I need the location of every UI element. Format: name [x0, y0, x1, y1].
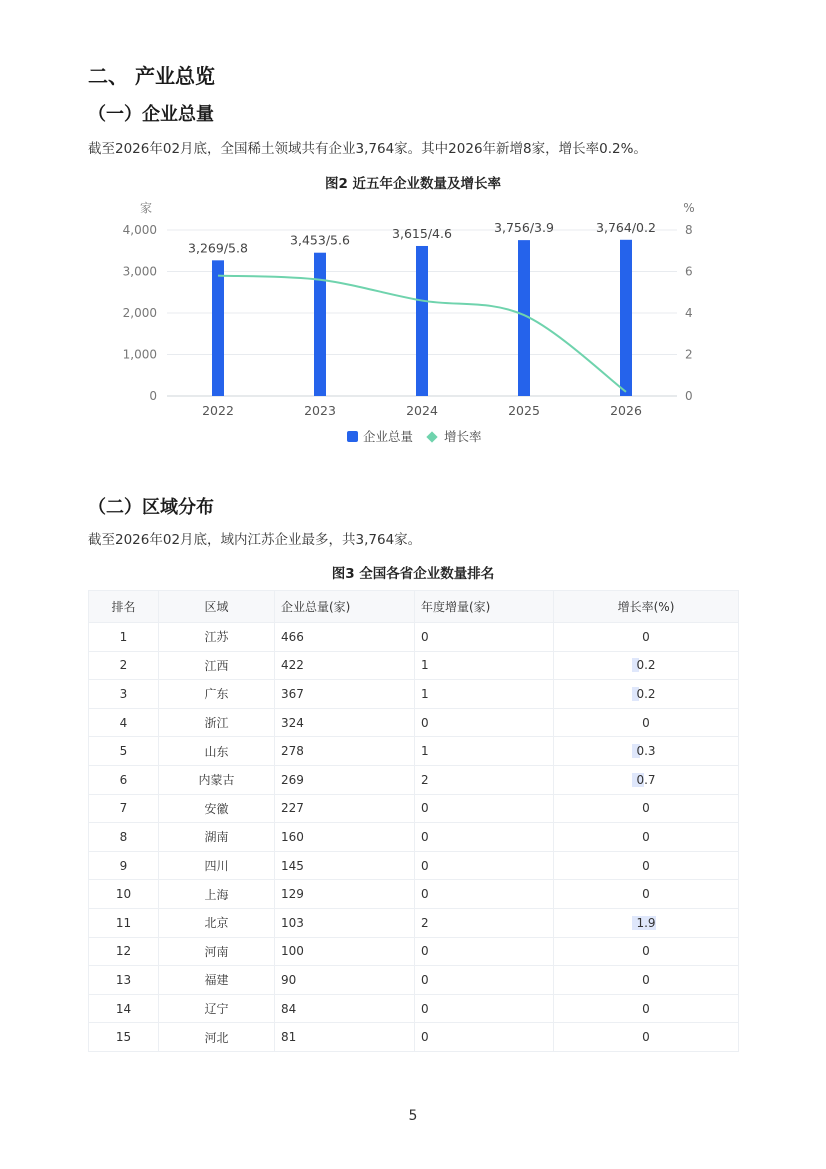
cell-region: 内蒙古 [159, 765, 275, 794]
cell-total: 103 [275, 908, 415, 937]
table-row [89, 765, 739, 794]
rate-value: 0 [642, 972, 650, 987]
cell-rate [554, 651, 739, 680]
data-label: 3,756/3.9 [494, 220, 554, 236]
region-summary-text: 截至2026年02月底，域内江苏企业最多，共3,764家。 [88, 532, 422, 548]
data-label: 3,269/5.8 [188, 240, 248, 256]
cell-rank: 1 [89, 623, 159, 652]
cell-rank: 9 [89, 851, 159, 880]
cell-increase: 1 [415, 680, 554, 709]
bar-2023 [314, 253, 326, 396]
data-label: 3,764/0.2 [596, 219, 656, 235]
cell-rate [554, 765, 739, 794]
cell-region: 福建 [159, 966, 275, 995]
cell-total: 466 [275, 623, 415, 652]
rate-value: 0 [642, 858, 650, 873]
header-total: 企业总量(家) [275, 591, 415, 623]
table-row [89, 823, 739, 852]
table-row [89, 851, 739, 880]
cell-rank: 15 [89, 1023, 159, 1052]
cell-rate [554, 908, 739, 937]
cell-rank: 13 [89, 966, 159, 995]
cell-increase: 1 [415, 651, 554, 680]
rate-value: 0 [642, 801, 650, 816]
cell-increase: 0 [415, 994, 554, 1023]
cell-region: 北京 [159, 908, 275, 937]
figure3-title: 图3 全国各省企业数量排名 [331, 566, 495, 582]
rate-value: 0 [642, 1001, 650, 1016]
cell-total: 278 [275, 737, 415, 766]
cell-rate [554, 851, 739, 880]
cell-total: 129 [275, 880, 415, 909]
header-rate: 增长率(%) [554, 591, 739, 623]
y-left-tick-label: 3,000 [122, 264, 157, 279]
cell-region: 浙江 [159, 708, 275, 737]
header-increase: 年度增量(家) [415, 591, 554, 623]
y-right-tick-label: 4 [685, 306, 693, 320]
x-tick-label: 2026 [610, 403, 642, 418]
cell-rate [554, 737, 739, 766]
cell-total: 367 [275, 680, 415, 709]
x-tick-label: 2022 [202, 403, 234, 418]
y-left-tick-label: 4,000 [122, 223, 157, 237]
table-row [89, 880, 739, 909]
company-count-growth-chart [100, 190, 720, 455]
cell-rate [554, 966, 739, 995]
cell-rank: 11 [89, 908, 159, 937]
cell-increase: 2 [415, 908, 554, 937]
cell-increase: 2 [415, 765, 554, 794]
x-tick-label: 2024 [406, 403, 438, 418]
rate-value: 0 [642, 715, 650, 730]
rate-value: 0.7 [636, 772, 656, 787]
rate-value: 0 [642, 887, 650, 902]
legend-bar-label: 企业总量 [363, 429, 414, 444]
legend-bar-swatch [347, 431, 358, 442]
cell-total: 324 [275, 708, 415, 737]
total-summary-text: 截至2026年02月底，全国稀土领域共有企业3,764家。其中2026年新增8家，增长率0.2%。 [88, 141, 647, 157]
cell-increase: 0 [415, 851, 554, 880]
table-row [89, 737, 739, 766]
legend-line-swatch [426, 431, 437, 442]
rate-value: 0 [642, 1030, 650, 1045]
cell-increase: 0 [415, 966, 554, 995]
cell-total: 145 [275, 851, 415, 880]
rate-value: 0 [642, 944, 650, 959]
table-header-row [89, 591, 739, 623]
cell-rate [554, 880, 739, 909]
table-row [89, 794, 739, 823]
cell-region: 山东 [159, 737, 275, 766]
header-rank: 排名 [89, 591, 159, 623]
table-row [89, 1023, 739, 1052]
rate-value: 0.2 [636, 686, 656, 701]
y-left-tick-label: 0 [149, 389, 157, 403]
cell-rate [554, 937, 739, 966]
cell-total: 90 [275, 966, 415, 995]
cell-increase: 0 [415, 1023, 554, 1052]
bar-2022 [212, 260, 224, 396]
cell-region: 河南 [159, 937, 275, 966]
cell-increase: 0 [415, 794, 554, 823]
cell-region: 上海 [159, 880, 275, 909]
y-right-unit: % [683, 201, 695, 215]
rate-value: 1.9 [636, 915, 656, 930]
cell-increase: 0 [415, 623, 554, 652]
cell-rate [554, 823, 739, 852]
y-left-tick-label: 1,000 [122, 347, 157, 362]
y-right-tick-label: 8 [685, 223, 693, 237]
y-left-unit: 家 [139, 201, 153, 215]
cell-region: 江苏 [159, 623, 275, 652]
cell-increase: 0 [415, 880, 554, 909]
cell-rank: 8 [89, 823, 159, 852]
table-row [89, 994, 739, 1023]
cell-rank: 2 [89, 651, 159, 680]
cell-total: 100 [275, 937, 415, 966]
table-row [89, 966, 739, 995]
legend-line-label: 增长率 [444, 429, 482, 444]
cell-rate [554, 623, 739, 652]
cell-region: 江西 [159, 651, 275, 680]
cell-rank: 3 [89, 680, 159, 709]
x-tick-label: 2023 [304, 403, 336, 418]
cell-rank: 14 [89, 994, 159, 1023]
cell-rate [554, 794, 739, 823]
x-tick-label: 2025 [508, 403, 540, 418]
cell-total: 422 [275, 651, 415, 680]
rate-value: 0.3 [636, 744, 656, 759]
data-label: 3,453/5.6 [290, 232, 350, 248]
figure2-title: 图2 近五年企业数量及增长率 [324, 176, 502, 192]
table-row [89, 651, 739, 680]
cell-rate [554, 708, 739, 737]
cell-increase: 0 [415, 708, 554, 737]
table-row [89, 708, 739, 737]
rate-value: 0 [642, 629, 650, 644]
cell-rank: 4 [89, 708, 159, 737]
cell-region: 四川 [159, 851, 275, 880]
cell-total: 269 [275, 765, 415, 794]
cell-total: 227 [275, 794, 415, 823]
cell-rank: 5 [89, 737, 159, 766]
cell-total: 81 [275, 1023, 415, 1052]
cell-rank: 10 [89, 880, 159, 909]
cell-rank: 7 [89, 794, 159, 823]
cell-rate [554, 994, 739, 1023]
y-right-tick-label: 2 [685, 347, 693, 362]
subsection-title-total: （一）企业总量 [88, 104, 214, 125]
y-right-tick-label: 6 [685, 264, 693, 279]
y-left-tick-label: 2,000 [122, 306, 157, 320]
page-number: 5 [408, 1108, 418, 1124]
y-right-tick-label: 0 [685, 389, 693, 403]
cell-region: 辽宁 [159, 994, 275, 1023]
cell-total: 84 [275, 994, 415, 1023]
cell-region: 湖南 [159, 823, 275, 852]
cell-region: 河北 [159, 1023, 275, 1052]
cell-rank: 6 [89, 765, 159, 794]
data-label: 3,615/4.6 [392, 225, 452, 241]
table-row [89, 680, 739, 709]
cell-region: 安徽 [159, 794, 275, 823]
header-region: 区域 [159, 591, 275, 623]
province-ranking-table [88, 590, 739, 1052]
cell-rate [554, 1023, 739, 1052]
bar-2024 [416, 246, 428, 396]
cell-rate [554, 680, 739, 709]
rate-value: 0.2 [636, 658, 656, 673]
cell-rank: 12 [89, 937, 159, 966]
cell-increase: 0 [415, 823, 554, 852]
table-row [89, 937, 739, 966]
bar-2026 [620, 240, 632, 396]
rate-value: 0 [642, 829, 650, 844]
table-row [89, 908, 739, 937]
section-title: 二、 产业总览 [88, 64, 215, 88]
cell-total: 160 [275, 823, 415, 852]
subsection-title-region: （二）区域分布 [88, 497, 214, 518]
cell-increase: 0 [415, 937, 554, 966]
table-row [89, 623, 739, 652]
cell-region: 广东 [159, 680, 275, 709]
cell-increase: 1 [415, 737, 554, 766]
